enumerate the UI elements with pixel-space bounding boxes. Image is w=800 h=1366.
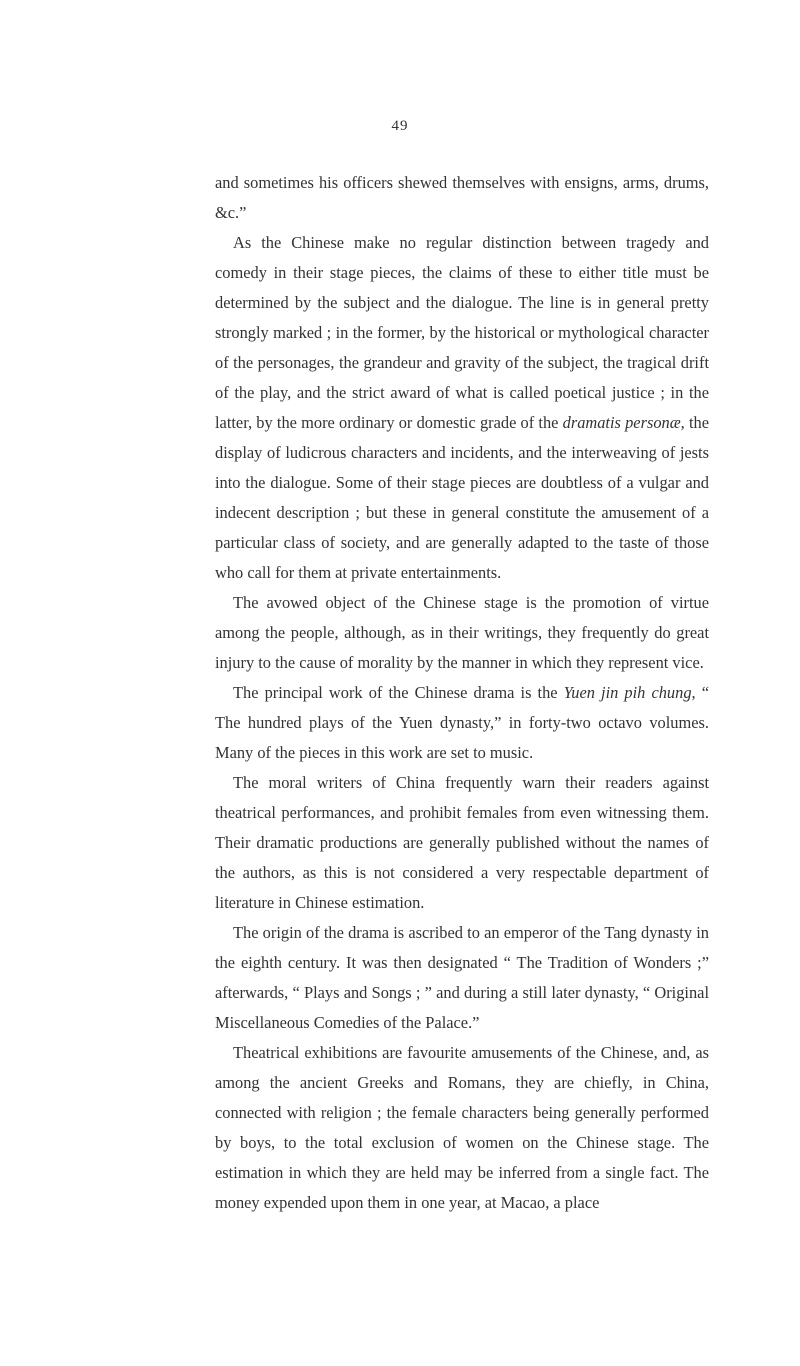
- body-text: [215, 168, 709, 1218]
- italic-text: dramatis personæ: [562, 413, 681, 432]
- text-segment: The principal work of the Chinese drama is the: [233, 683, 564, 702]
- text-segment: and sometimes his officers shewed themselves with ensigns, arms, drums, &c.”: [215, 173, 709, 222]
- text-segment: , the display of ludicrous characters and incidents, and the interweaving of jests into the dialogue. Some of their stage pieces are doubtless of a vulgar and indecent description ; but these in general constitute the amusement of a particular class of society, and are generally adapted to the taste of those who call for them at private entertainments.: [215, 413, 709, 582]
- italic-text: Yuen jin pih chung: [563, 683, 692, 702]
- paragraph: [215, 228, 709, 588]
- text-segment: Theatrical exhibitions are favourite amusements of the Chinese, and, as among the ancient Greeks and Romans, they are chiefly, in China, connected with religion ; the female characters being generally performed by boys, to the total exclusion of women on the Chinese stage. The estimation in which they are held may be inferred from a single fact. The money expended upon them in one year, at Macao, a place: [215, 1043, 709, 1212]
- text-segment: The avowed object of the Chinese stage is the promotion of virtue among the people, although, as in their writings, they frequently do great injury to the cause of morality by the manner in which they represent vice.: [215, 593, 709, 672]
- text-segment: As the Chinese make no regular distinction between tragedy and comedy in their stage pieces, the claims of these to either title must be determined by the subject and the dialogue. The line is in general pretty strongly marked ; in the former, by the historical or mythological character of the personages, the grandeur and gravity of the subject, the tragical drift of the play, and the strict award of what is called poetical justice ; in the latter, by the more ordinary or domestic grade of the: [215, 233, 709, 432]
- paragraph: [215, 1038, 709, 1218]
- page-number: 49: [391, 118, 409, 134]
- paragraph: [215, 588, 709, 678]
- text-segment: The origin of the drama is ascribed to an emperor of the Tang dynasty in the eighth century. It was then designated “ The Tradition of Wonders ;” afterwards, “ Plays and Songs ; ” and during a still later dynasty, “ Original Miscellaneous Comedies of the Palace.”: [215, 923, 709, 1032]
- paragraph: [215, 678, 709, 768]
- text-segment: The moral writers of China frequently warn their readers against theatrical performances, and prohibit females from even witnessing them. Their dramatic productions are generally published without the names of the authors, as this is not considered a very respectable department of literature in Chinese estimation.: [215, 773, 709, 912]
- paragraph: [215, 768, 709, 918]
- paragraph: [215, 918, 709, 1038]
- text-segment: , “ The hundred plays of the Yuen dynasty,” in forty-two octavo volumes. Many of the pieces in this work are set to music.: [215, 683, 709, 762]
- paragraph: [215, 168, 709, 228]
